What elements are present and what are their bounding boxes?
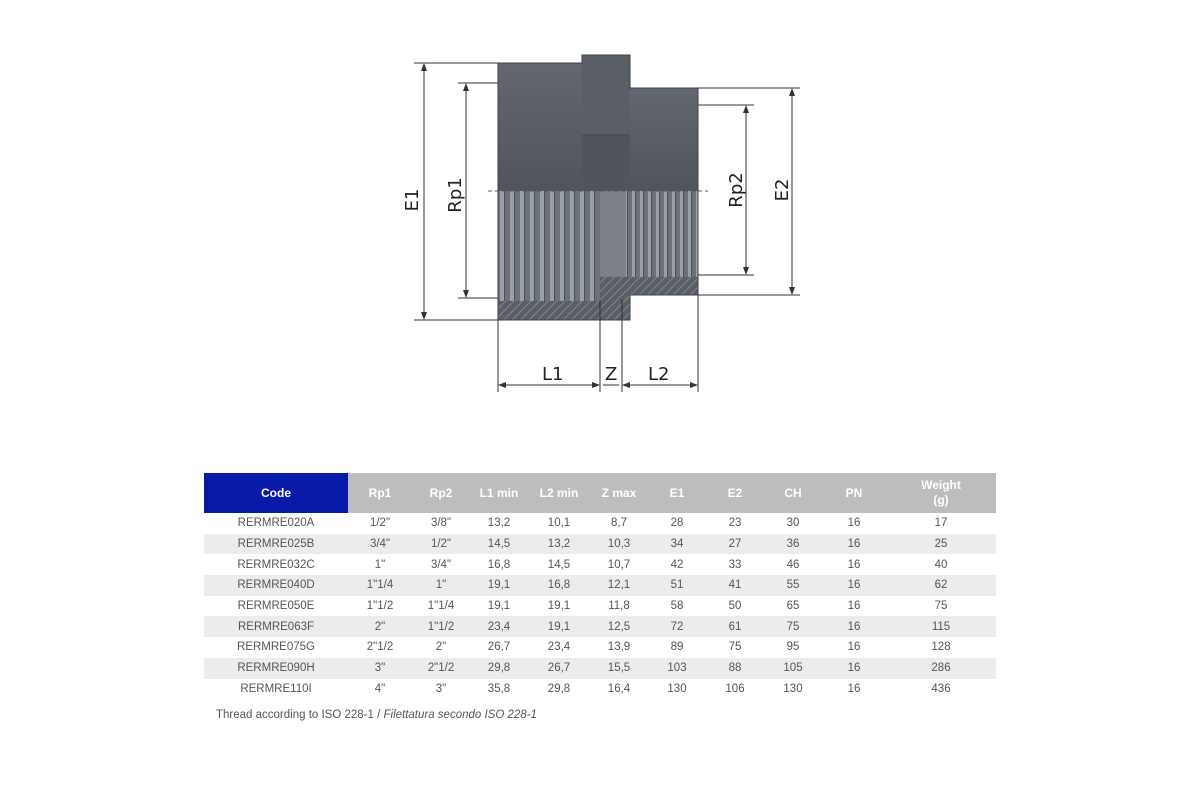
spec-table	[204, 473, 996, 699]
table-row	[204, 637, 996, 658]
column-header: E2	[706, 473, 764, 513]
table-cell: 72	[648, 616, 706, 637]
cell-code: RERMRE025B	[204, 534, 348, 555]
table-cell: 436	[931, 682, 951, 695]
table-cell: 16	[822, 616, 886, 637]
table-cell: 19,1	[470, 575, 528, 596]
table-cell: 50	[728, 600, 742, 613]
table-cell: 62	[886, 575, 996, 596]
table-cell: 13,2	[487, 517, 511, 530]
table-cell: 15,5	[590, 658, 648, 679]
fitting-body	[498, 55, 698, 320]
column-header: Weight (g)	[886, 473, 996, 513]
table-cell: 2"	[348, 616, 412, 637]
table-row	[204, 534, 996, 555]
footnote	[216, 709, 537, 721]
table-cell: 105	[764, 658, 822, 679]
cell-code: RERMRE040D	[204, 575, 348, 596]
table-cell: 16,8	[528, 575, 590, 596]
table-cell: 14,5	[470, 534, 528, 555]
table-cell: 55	[764, 575, 822, 596]
table-cell: 27	[706, 534, 764, 555]
table-cell: 16	[822, 534, 886, 555]
table-cell: 1/2"	[412, 534, 470, 555]
column-header: L2 min	[528, 473, 590, 513]
table-row	[204, 679, 996, 700]
table-cell: 23,4	[547, 641, 571, 654]
column-header: L1 min	[470, 473, 528, 513]
table-cell: 10,3	[590, 534, 648, 555]
table-cell: 1"1/4	[427, 600, 455, 613]
table-row	[204, 513, 996, 534]
table-cell: 8,7	[611, 517, 627, 530]
table-cell: 34	[648, 534, 706, 555]
cell-code: RERMRE110I	[240, 682, 312, 695]
table-cell: 28	[670, 517, 684, 530]
table-cell: 2"1/2	[366, 641, 394, 654]
table-cell: 10,7	[607, 558, 631, 571]
table-row	[204, 554, 996, 575]
table-cell: 10,1	[547, 517, 571, 530]
table-cell: 42	[670, 558, 684, 571]
table-cell: 1"1/2	[412, 616, 470, 637]
table-cell: 36	[764, 534, 822, 555]
table-cell: 23,4	[470, 616, 528, 637]
table-cell: 89	[670, 641, 684, 654]
column-header: PN	[822, 473, 886, 513]
table-cell: 16	[847, 600, 861, 613]
table-cell: 41	[706, 575, 764, 596]
table-cell: 3"	[435, 682, 447, 695]
table-row	[204, 616, 996, 637]
table-cell: 16	[847, 558, 861, 571]
cell-code: RERMRE020A	[237, 517, 315, 530]
label-rp1: Rp1	[445, 177, 466, 213]
table-cell: 286	[886, 658, 996, 679]
table-cell: 1"	[412, 575, 470, 596]
table-cell: 1"1/2	[366, 600, 394, 613]
table-cell: 26,7	[487, 641, 511, 654]
table-cell: 13,9	[607, 641, 631, 654]
table-cell: 35,8	[487, 682, 511, 695]
table-cell: 26,7	[528, 658, 590, 679]
table-cell: 23	[728, 517, 742, 530]
table-cell: 1"1/4	[348, 575, 412, 596]
table-cell: 16	[822, 658, 886, 679]
table-cell: 33	[728, 558, 742, 571]
table-cell: 130	[783, 682, 803, 695]
table-cell: 16,4	[607, 682, 631, 695]
table-cell: 12,5	[590, 616, 648, 637]
cell-code: RERMRE090H	[204, 658, 348, 679]
table-cell: 13,2	[528, 534, 590, 555]
table-cell: 19,1	[547, 600, 571, 613]
table-cell: 3/8"	[430, 517, 452, 530]
table-cell: 29,8	[547, 682, 571, 695]
table-header-row	[204, 473, 996, 513]
footnote-italic: Filettatura secondo ISO 228-1	[383, 709, 537, 721]
table-cell: 4"	[374, 682, 386, 695]
table-cell: 95	[786, 641, 800, 654]
label-l1: L1	[542, 364, 564, 385]
table-cell: 16,8	[487, 558, 511, 571]
cell-code: RERMRE063F	[204, 616, 348, 637]
table-cell: 16	[847, 641, 861, 654]
table-cell: 40	[934, 558, 948, 571]
table-cell: 29,8	[470, 658, 528, 679]
table-cell: 46	[786, 558, 800, 571]
table-cell: 19,1	[487, 600, 511, 613]
table-cell: 1"	[374, 558, 386, 571]
table-row	[204, 596, 996, 617]
table-cell: 16	[822, 575, 886, 596]
table-cell: 88	[706, 658, 764, 679]
label-rp2: Rp2	[726, 172, 747, 208]
table-cell: 106	[725, 682, 745, 695]
table-cell: 16	[847, 682, 861, 695]
label-e2: E2	[772, 178, 793, 202]
footnote-text: Thread according to ISO 228-1 /	[216, 709, 384, 721]
column-header: Rp1	[348, 473, 412, 513]
table-cell: 58	[670, 600, 684, 613]
column-header: Rp2	[412, 473, 470, 513]
table-cell: 1/2"	[369, 517, 391, 530]
label-l2: L2	[648, 364, 670, 385]
label-e1: E1	[402, 188, 423, 212]
table-cell: 75	[728, 641, 742, 654]
table-cell: 25	[886, 534, 996, 555]
table-row	[204, 658, 996, 679]
table-cell: 130	[667, 682, 687, 695]
table-cell: 75	[934, 600, 948, 613]
table-cell: 115	[886, 616, 996, 637]
table-cell: 11,8	[608, 600, 630, 613]
table-cell: 3"	[348, 658, 412, 679]
column-header: CH	[764, 473, 822, 513]
table-cell: 14,5	[547, 558, 571, 571]
cell-code: RERMRE050E	[237, 600, 315, 613]
table-cell: 30	[786, 517, 800, 530]
table-cell: 17	[934, 517, 948, 530]
table-cell: 61	[706, 616, 764, 637]
table-cell: 3/4"	[430, 558, 452, 571]
table-row	[204, 575, 996, 596]
column-header: Z max	[590, 473, 648, 513]
table-cell: 19,1	[528, 616, 590, 637]
table-cell: 16	[847, 517, 861, 530]
column-header-code: Code	[204, 473, 348, 513]
table-cell: 65	[786, 600, 800, 613]
cell-code: RERMRE032C	[237, 558, 315, 571]
table-cell: 103	[648, 658, 706, 679]
cell-code: RERMRE075G	[237, 641, 315, 654]
table-cell: 3/4"	[348, 534, 412, 555]
table-cell: 51	[648, 575, 706, 596]
table-cell: 2"1/2	[412, 658, 470, 679]
table-cell: 12,1	[590, 575, 648, 596]
column-header: E1	[648, 473, 706, 513]
label-z: Z	[605, 364, 618, 385]
table-cell: 128	[931, 641, 951, 654]
table-cell: 2"	[435, 641, 447, 654]
table-cell: 75	[764, 616, 822, 637]
